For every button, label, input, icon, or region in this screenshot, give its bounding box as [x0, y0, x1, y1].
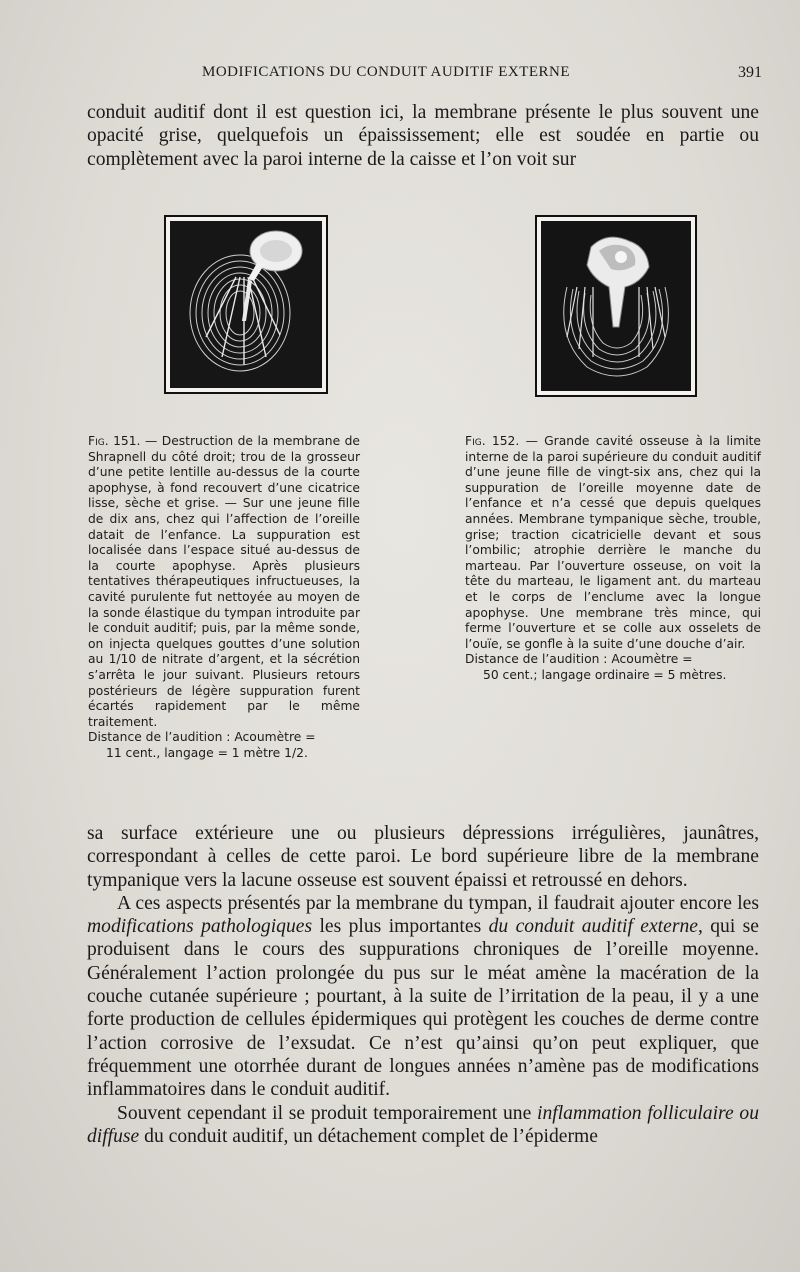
- eardrum-illustration-151: [166, 217, 326, 392]
- figure-151-label: Fig. 151.: [88, 434, 141, 448]
- figure-152-caption: [465, 434, 761, 684]
- figure-151-distance-2: 11 cent., langage = 1 mètre 1/2.: [106, 745, 308, 760]
- running-title: MODIFICATIONS DU CONDUIT AUDITIF EXTERNE: [202, 64, 571, 80]
- eardrum-illustration-152: [537, 217, 695, 395]
- paragraph-2: [87, 892, 759, 1102]
- paragraph-1: sa surface extérieure une ou plusieurs dépressions irrégulières, jaunâtres, correspondant à celles de cette paroi. Le bord supérieure libre de la membrane tympanique vers la lacune osseuse est souvent épaissi et retroussé en dehors.: [87, 823, 759, 891]
- paragraph-3-part-c: du conduit auditif, un détachement complet de l’épiderme: [139, 1125, 598, 1147]
- paragraph-2-part-a: A ces aspects présentés par la membrane du tympan, il faudrait ajouter encore les: [117, 892, 759, 914]
- figure-152-label: Fig. 152.: [465, 434, 520, 448]
- top-paragraph: [87, 101, 759, 171]
- page-header: [90, 64, 770, 88]
- paragraph-2-emphasis-1: modifications pathologiques: [87, 916, 313, 938]
- figure-151-image: [164, 215, 328, 394]
- top-paragraph-text: conduit auditif dont il est question ici, la membrane présente le plus souvent une opacité grise, quelquefois un épaississement; elle est soudée en partie ou complètement avec la paroi interne de la caisse et l’on voit sur: [87, 102, 759, 170]
- bottom-text: [87, 822, 759, 1148]
- paragraph-2-part-b: les plus importantes: [312, 916, 489, 938]
- paragraph-3-emphasis-1: inflammation folliculaire: [537, 1102, 734, 1124]
- figure-151-caption: [88, 434, 360, 761]
- figure-151-caption-text: — Destruction de la membrane de Shrapnell du côté droit; trou de la grosseur d’une petite lentille au-dessus de la courte apophyse, à fond recouvert d’une cicatrice lisse, sèche et grise. — Sur une jeune fille de dix ans, chez qui l’affection de l’oreille datait de l’enfance. La suppuration est localisée dans l’espace situé au-dessus de la courte apophyse. Après plusieurs tentatives thérapeutiques infructueuses, la cavité purulente fut nettoyée au moyen de la sonde élastique du tympan introduite par le conduit auditif; puis, par la même sonde, on injecta quelques gouttes d’une solution au 1/10 de nitrate d’argent, et la sécrétion s’arrêta le jour suivant. Plusieurs retours postérieurs de légère suppuration furent écartés rapidement par le même traitement.: [88, 434, 360, 729]
- figure-152-caption-text: — Grande cavité osseuse à la limite interne de la paroi supérieure du conduit auditif d’une jeune fille de vingt-six ans, chez qui la suppuration de l’oreille moyenne date de l’enfance et n’a cessé que depuis quelques années. Membrane tympanique sèche, trouble, grise; traction cicatricielle devant et sous l’ombilic; atrophie derrière le manche du marteau. Par l’ouverture osseuse, on voit la tête du marteau, le ligament ant. du marteau et le corps de l’enclume avec la longue apophyse. Une membrane très mince, qui ferme l’ouverture et se colle aux osselets de l’ouïe, se gonfle à la suite d’une douche d’air.: [465, 434, 761, 651]
- paragraph-2-part-c: , qui se produisent dans le cours des suppurations chroniques de l’oreille moyenne. Généralement l’action prolongée du pus sur le méat amène la macération de la couche cutanée supérieure ; pourtant, à la suite de l’irritation de la peau, il y a une forte production de cellules épidermiques qui protègent les couches de derme contre l’action corrosive de l’exsudat. Ce n’est qu’ainsi qu’on peut expliquer, que fréquemment une otorrhée durant de longues années n’amène pas de modifications inflammatoires dans le conduit auditif.: [87, 916, 759, 1101]
- figure-151-distance-1: Distance de l’audition : Acoumètre =: [88, 730, 316, 745]
- paragraph-2-emphasis-2: du conduit auditif externe: [488, 916, 698, 938]
- paragraph-3-part-a: Souvent cependant il se produit temporairement une: [117, 1102, 538, 1124]
- figure-152-distance-1: Distance de l’audition : Acoumètre =: [465, 652, 693, 667]
- page-number: 391: [738, 64, 762, 81]
- paragraph-3: [87, 1102, 759, 1149]
- figure-152-distance-2: 50 cent.; langage ordinaire = 5 mètres.: [483, 667, 727, 682]
- paragraph-3-emphasis-2: ou diffuse: [87, 1102, 760, 1147]
- figure-152-image: [535, 215, 697, 397]
